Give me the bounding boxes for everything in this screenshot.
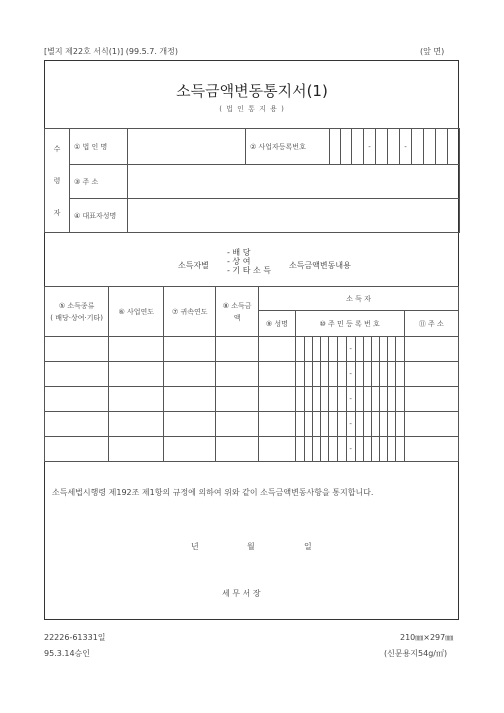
rrn-digit[interactable] bbox=[313, 412, 321, 437]
statement-text: 소득세법시행령 제192조 제1항의 규정에 의하여 위와 같이 소득금액변동사항을 통지합니다. bbox=[52, 488, 374, 497]
paper-size: 210㎜×297㎜ bbox=[400, 633, 454, 642]
address-cell[interactable] bbox=[404, 362, 458, 387]
biz-reg-digit[interactable] bbox=[424, 129, 436, 165]
form-id: [별지 제22호 서식(1)] (99.5.7. 개정) bbox=[44, 47, 178, 56]
rrn-dash: - bbox=[346, 387, 355, 412]
biz-reg-digit[interactable] bbox=[341, 129, 352, 165]
col-rrn: ⑩ 주 민 등 록 번 호 bbox=[295, 311, 404, 337]
year-cell[interactable] bbox=[109, 437, 164, 462]
address-label: ③ 주 소 bbox=[70, 165, 128, 199]
attr-year-cell[interactable] bbox=[164, 337, 216, 362]
income-type-cell[interactable] bbox=[45, 412, 109, 437]
income-type-cell[interactable] bbox=[45, 337, 109, 362]
issuer: 세 무 서 장 bbox=[222, 589, 261, 598]
address-cell[interactable] bbox=[404, 387, 458, 412]
address-cell[interactable] bbox=[404, 437, 458, 462]
recipient-table bbox=[44, 128, 460, 233]
rrn-digit[interactable] bbox=[295, 362, 304, 387]
rrn-digit[interactable] bbox=[338, 387, 346, 412]
income-type-item: - 배 당 bbox=[227, 248, 251, 257]
rrn-digit[interactable] bbox=[313, 387, 321, 412]
name-cell[interactable] bbox=[259, 412, 296, 437]
rrn-digit[interactable] bbox=[372, 387, 380, 412]
rrn-digit[interactable] bbox=[295, 437, 304, 462]
rrn-digit[interactable] bbox=[388, 412, 396, 437]
rrn-digit[interactable] bbox=[372, 362, 380, 387]
rrn-digit[interactable] bbox=[295, 387, 304, 412]
date-day: 일 bbox=[304, 542, 312, 551]
biz-reg-digit[interactable] bbox=[412, 129, 424, 165]
amount-cell[interactable] bbox=[216, 437, 259, 462]
group-earner: 소 득 자 bbox=[259, 287, 459, 311]
rrn-digit[interactable] bbox=[321, 412, 329, 437]
attr-year-cell[interactable] bbox=[164, 437, 216, 462]
rrn-digit[interactable] bbox=[380, 437, 388, 462]
income-type-cell[interactable] bbox=[45, 437, 109, 462]
biz-reg-dash: - bbox=[400, 129, 412, 165]
rrn-digit[interactable] bbox=[329, 387, 338, 412]
rrn-digit[interactable] bbox=[396, 362, 404, 387]
rrn-digit[interactable] bbox=[380, 387, 388, 412]
rrn-digit[interactable] bbox=[355, 437, 363, 462]
year-cell[interactable] bbox=[109, 387, 164, 412]
rrn-digit[interactable] bbox=[313, 362, 321, 387]
amount-cell[interactable] bbox=[216, 337, 259, 362]
biz-reg-digit[interactable] bbox=[436, 129, 448, 165]
corp-name-label: ① 법 인 명 bbox=[70, 129, 128, 165]
rep-name-label: ④ 대표자성명 bbox=[70, 199, 128, 233]
rrn-digit[interactable] bbox=[313, 437, 321, 462]
rrn-digit[interactable] bbox=[388, 337, 396, 362]
col-income-type bbox=[45, 287, 109, 337]
table-row bbox=[45, 362, 459, 387]
rrn-digit[interactable] bbox=[396, 337, 404, 362]
rrn-digit[interactable] bbox=[304, 337, 312, 362]
income-type-item: - 기 타 소 득 bbox=[227, 266, 271, 275]
rrn-digit[interactable] bbox=[355, 387, 363, 412]
col-income-type-label: ⑤ 소득종류 bbox=[58, 301, 95, 310]
income-note-suffix: 소득금액변동내용 bbox=[289, 261, 351, 270]
rrn-digit[interactable] bbox=[304, 412, 312, 437]
date-year: 년 bbox=[191, 542, 199, 551]
amount-cell[interactable] bbox=[216, 387, 259, 412]
attr-year-cell[interactable] bbox=[164, 362, 216, 387]
address-cell[interactable] bbox=[404, 337, 458, 362]
rrn-digit[interactable] bbox=[396, 437, 404, 462]
rrn-digit[interactable] bbox=[372, 337, 380, 362]
address-cell[interactable] bbox=[404, 412, 458, 437]
rrn-digit[interactable] bbox=[363, 362, 371, 387]
name-cell[interactable] bbox=[259, 362, 296, 387]
amount-cell[interactable] bbox=[216, 362, 259, 387]
col-attr-year: ⑦ 귀속연도 bbox=[164, 287, 216, 337]
address-field[interactable] bbox=[128, 165, 460, 199]
biz-reg-label: ② 사업자등록번호 bbox=[246, 129, 330, 165]
year-cell[interactable] bbox=[109, 412, 164, 437]
rrn-digit[interactable] bbox=[355, 412, 363, 437]
rrn-digit[interactable] bbox=[321, 337, 329, 362]
income-type-item: - 상 여 bbox=[227, 257, 251, 266]
rrn-digit[interactable] bbox=[363, 437, 371, 462]
rrn-digit[interactable] bbox=[295, 412, 304, 437]
table-row bbox=[45, 337, 459, 362]
rrn-dash: - bbox=[346, 412, 355, 437]
rrn-digit[interactable] bbox=[321, 387, 329, 412]
rrn-digit[interactable] bbox=[338, 412, 346, 437]
rrn-digit[interactable] bbox=[363, 412, 371, 437]
name-cell[interactable] bbox=[259, 437, 296, 462]
page-subtitle: ( 법 인 통 지 용 ) bbox=[219, 105, 285, 113]
rrn-digit[interactable] bbox=[304, 362, 312, 387]
rrn-digit[interactable] bbox=[396, 387, 404, 412]
income-table bbox=[44, 286, 459, 462]
rrn-digit[interactable] bbox=[388, 437, 396, 462]
attr-year-cell[interactable] bbox=[164, 412, 216, 437]
col-income-type-sub: ( 배당·상여·기타) bbox=[50, 313, 103, 322]
rrn-digit[interactable] bbox=[304, 387, 312, 412]
corp-name-field[interactable] bbox=[128, 129, 246, 165]
attr-year-cell[interactable] bbox=[164, 387, 216, 412]
approval-date: 95.3.14승인 bbox=[44, 649, 90, 658]
rrn-digit[interactable] bbox=[338, 437, 346, 462]
recipient-section-label bbox=[45, 129, 70, 233]
rrn-digit[interactable] bbox=[329, 337, 338, 362]
col-name: ⑨ 성명 bbox=[259, 311, 296, 337]
page-side: (앞 면) bbox=[420, 47, 445, 56]
rrn-digit[interactable] bbox=[380, 362, 388, 387]
rrn-digit[interactable] bbox=[321, 437, 329, 462]
name-cell[interactable] bbox=[259, 337, 296, 362]
amount-cell[interactable] bbox=[216, 412, 259, 437]
biz-reg-digit[interactable] bbox=[330, 129, 341, 165]
page-title: 소득금액변동통지서(1) bbox=[176, 82, 328, 100]
rrn-dash: - bbox=[346, 337, 355, 362]
rrn-digit[interactable] bbox=[304, 437, 312, 462]
rrn-digit[interactable] bbox=[363, 337, 371, 362]
recipient-letter: 수 bbox=[53, 144, 61, 153]
rrn-digit[interactable] bbox=[396, 412, 404, 437]
rrn-digit[interactable] bbox=[338, 337, 346, 362]
rrn-digit[interactable] bbox=[338, 362, 346, 387]
income-type-cell[interactable] bbox=[45, 362, 109, 387]
biz-reg-digit[interactable] bbox=[352, 129, 364, 165]
rrn-digit[interactable] bbox=[329, 412, 338, 437]
col-address: ⑪ 주 소 bbox=[404, 311, 458, 337]
rrn-digit[interactable] bbox=[388, 387, 396, 412]
rrn-digit[interactable] bbox=[380, 337, 388, 362]
col-amount: ⑧ 소득금액 bbox=[216, 287, 259, 337]
biz-reg-dash: - bbox=[364, 129, 376, 165]
rep-name-field[interactable] bbox=[128, 199, 460, 233]
rrn-digit[interactable] bbox=[313, 337, 321, 362]
biz-reg-digit[interactable] bbox=[388, 129, 400, 165]
table-row bbox=[45, 412, 459, 437]
rrn-digit[interactable] bbox=[363, 387, 371, 412]
recipient-letter: 자 bbox=[53, 208, 61, 217]
rrn-digit[interactable] bbox=[355, 337, 363, 362]
income-note-prefix: 소득자별 bbox=[178, 261, 209, 270]
rrn-digit[interactable] bbox=[321, 362, 329, 387]
name-cell[interactable] bbox=[259, 387, 296, 412]
rrn-dash: - bbox=[346, 437, 355, 462]
rrn-digit[interactable] bbox=[329, 362, 338, 387]
table-row bbox=[45, 387, 459, 412]
rrn-digit[interactable] bbox=[372, 437, 380, 462]
year-cell[interactable] bbox=[109, 362, 164, 387]
date-month: 월 bbox=[247, 542, 255, 551]
paper-type: (신문용지54g/㎡) bbox=[384, 649, 448, 658]
rrn-digit[interactable] bbox=[295, 337, 304, 362]
year-cell[interactable] bbox=[109, 337, 164, 362]
rrn-digit[interactable] bbox=[388, 362, 396, 387]
form-code: 22226-61331일 bbox=[44, 633, 106, 642]
recipient-letter: 령 bbox=[53, 176, 61, 185]
rrn-dash: - bbox=[346, 362, 355, 387]
income-type-cell[interactable] bbox=[45, 387, 109, 412]
income-note-items bbox=[227, 248, 271, 275]
rrn-digit[interactable] bbox=[372, 412, 380, 437]
rrn-digit[interactable] bbox=[329, 437, 338, 462]
col-year: ⑥ 사업연도 bbox=[109, 287, 164, 337]
table-row bbox=[45, 437, 459, 462]
biz-reg-digit[interactable] bbox=[376, 129, 388, 165]
rrn-digit[interactable] bbox=[380, 412, 388, 437]
biz-reg-digit[interactable] bbox=[448, 129, 460, 165]
rrn-digit[interactable] bbox=[355, 362, 363, 387]
